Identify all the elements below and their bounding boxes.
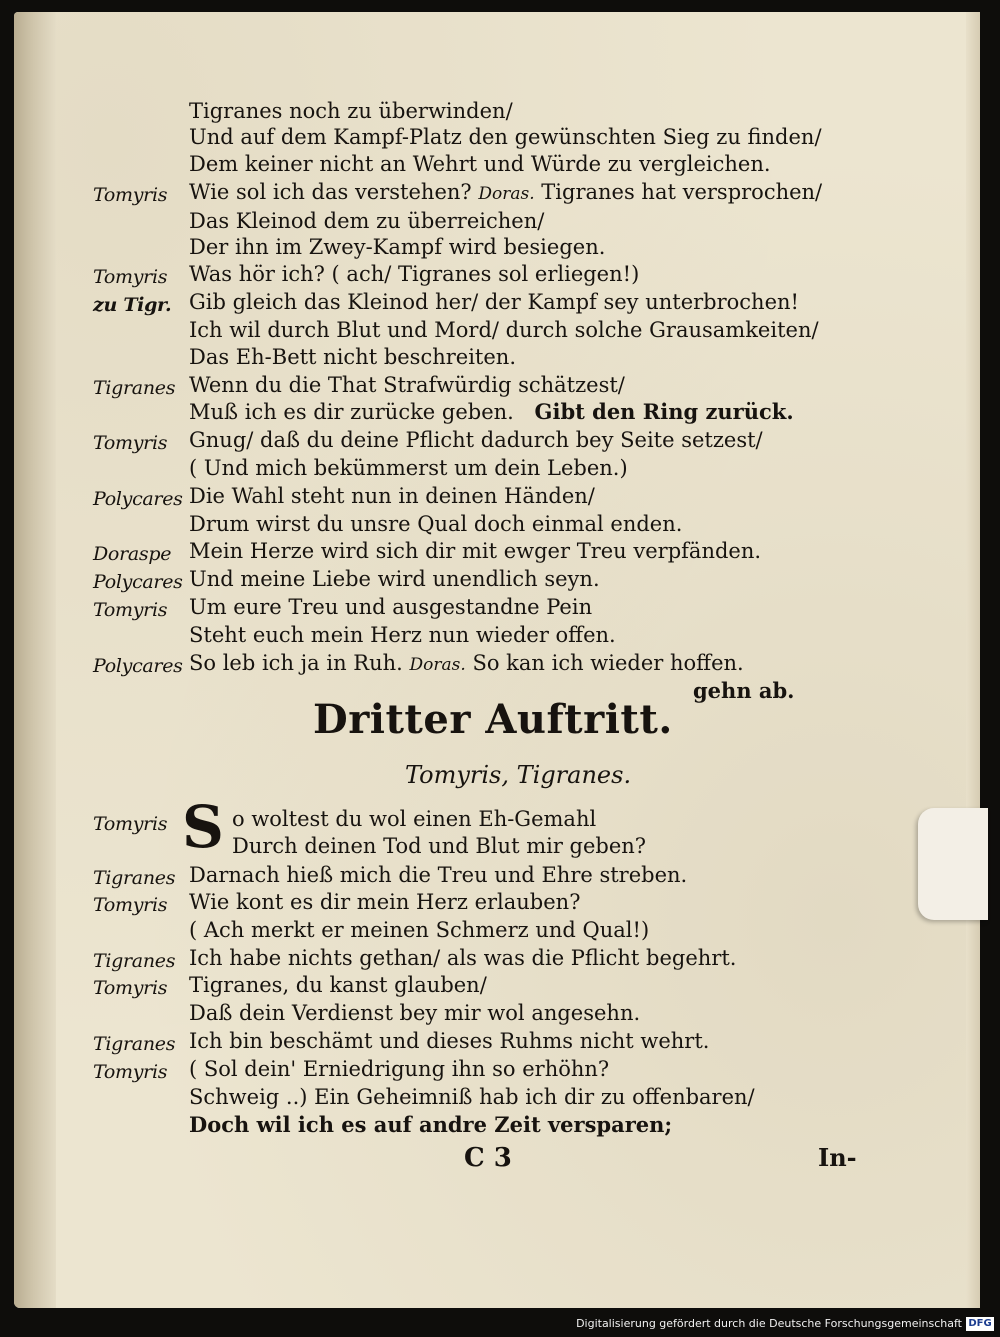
text-line: Ich wil durch Blut und Mord/ durch solche Grausamkeiten/ (189, 318, 819, 342)
text-line: Wenn du die That Strafwürdig schätzest/ (189, 373, 625, 397)
text-line: Daß dein Verdienst bey mir wol angesehn. (189, 1001, 641, 1025)
text-line: Das Eh-Bett nicht beschreiten. (189, 345, 516, 369)
scene-persons: Tomyris, Tigranes. (405, 761, 632, 789)
speaker-label: Tigranes (93, 377, 176, 399)
speaker-label: Tomyris (93, 894, 168, 916)
speaker-label: Tomyris (93, 266, 168, 288)
speaker-label: Tigranes (93, 1033, 176, 1055)
text-line: Tigranes noch zu überwinden/ (189, 99, 513, 123)
text-line: Drum wirst du unsre Qual doch einmal enden. (189, 512, 683, 536)
text-line: Der ihn im Zwey-Kampf wird besiegen. (189, 235, 606, 259)
signature-mark: C 3 (464, 1143, 512, 1173)
speaker-label: Doraspe (93, 543, 172, 565)
speaker-label: Polycares (93, 571, 183, 593)
text-line: ( Und mich bekümmerst um dein Leben.) (189, 456, 628, 480)
text-line: So leb ich ja in Ruh. Doras. So kan ich wieder hoffen. (189, 651, 744, 675)
stage-direction: zu Tigr. (93, 294, 172, 316)
text-line: Gib gleich das Kleinod her/ der Kampf sey unterbrochen! (189, 290, 799, 314)
text-line: Was hör ich? ( ach/ Tigranes sol erliegen!) (189, 262, 640, 286)
speaker-label: Tomyris (93, 599, 168, 621)
speaker-label: Tomyris (93, 813, 168, 835)
text-line: Und meine Liebe wird unendlich seyn. (189, 567, 600, 591)
text-line: Und auf dem Kampf-Platz den gewünschten Sieg zu finden/ (189, 125, 822, 149)
dfg-logo: DFG (966, 1317, 994, 1331)
drop-cap: S (182, 793, 224, 861)
text-line: ( Ach merkt er meinen Schmerz und Qual!) (189, 918, 650, 942)
speaker-direction: Doras. (478, 184, 535, 204)
text-line: o woltest du wol einen Eh-Gemahl (232, 807, 597, 831)
speaker-label: Tomyris (93, 977, 168, 999)
page-edge (966, 12, 980, 1308)
catchword: In- (818, 1143, 857, 1172)
text-line: Darnach hieß mich die Treu und Ehre streben. (189, 863, 688, 887)
speaker-direction: Doras. (409, 655, 466, 675)
text-line: Wie kont es dir mein Herz erlauben? (189, 890, 581, 914)
speaker-label: Polycares (93, 488, 183, 510)
text-line: Tigranes, du kanst glauben/ (189, 973, 487, 997)
text-line: Ich bin beschämt und dieses Ruhms nicht wehrt. (189, 1029, 710, 1053)
funding-notice: Digitalisierung gefördert durch die Deutsche Forschungsgemeinschaft (576, 1317, 962, 1330)
text-line: Doch wil ich es auf andre Zeit versparen; (189, 1112, 673, 1137)
text-line: Muß ich es dir zurücke geben. Gibt den Ring zurück. (189, 399, 794, 424)
scene-heading: Dritter Auftritt. (313, 696, 673, 743)
text-line: Das Kleinod dem zu überreichen/ (189, 209, 545, 233)
speaker-label: Polycares (93, 655, 183, 677)
text-line: Mein Herze wird sich dir mit ewger Treu verpfänden. (189, 539, 762, 563)
text-line: Dem keiner nicht an Wehrt und Würde zu vergleichen. (189, 152, 771, 176)
text-line: Die Wahl steht nun in deinen Händen/ (189, 484, 595, 508)
text-line: ( Sol dein' Erniedrigung ihn so erhöhn? (189, 1057, 610, 1081)
text-line: Gnug/ daß du deine Pflicht dadurch bey Seite setzest/ (189, 428, 763, 452)
text-line: Um eure Treu und ausgestandne Pein (189, 595, 593, 619)
speaker-label: Tigranes (93, 950, 176, 972)
page-tab-marker (918, 808, 988, 920)
text-line: Wie sol ich das verstehen? Doras. Tigranes hat versprochen/ (189, 180, 823, 204)
footer-bar (0, 1313, 1000, 1337)
text-line: Durch deinen Tod und Blut mir geben? (232, 834, 647, 858)
page-gutter (14, 12, 56, 1308)
text-line: Ich habe nichts gethan/ als was die Pflicht begehrt. (189, 946, 737, 970)
text-line: Steht euch mein Herz nun wieder offen. (189, 623, 616, 647)
speaker-label: Tomyris (93, 184, 168, 206)
speaker-label: Tigranes (93, 867, 176, 889)
stage-direction: Gibt den Ring zurück. (534, 399, 794, 424)
speaker-label: Tomyris (93, 432, 168, 454)
text-line: Schweig ..) Ein Geheimniß hab ich dir zu offenbaren/ (189, 1085, 755, 1109)
speaker-label: Tomyris (93, 1061, 168, 1083)
stage-direction: gehn ab. (693, 678, 795, 703)
